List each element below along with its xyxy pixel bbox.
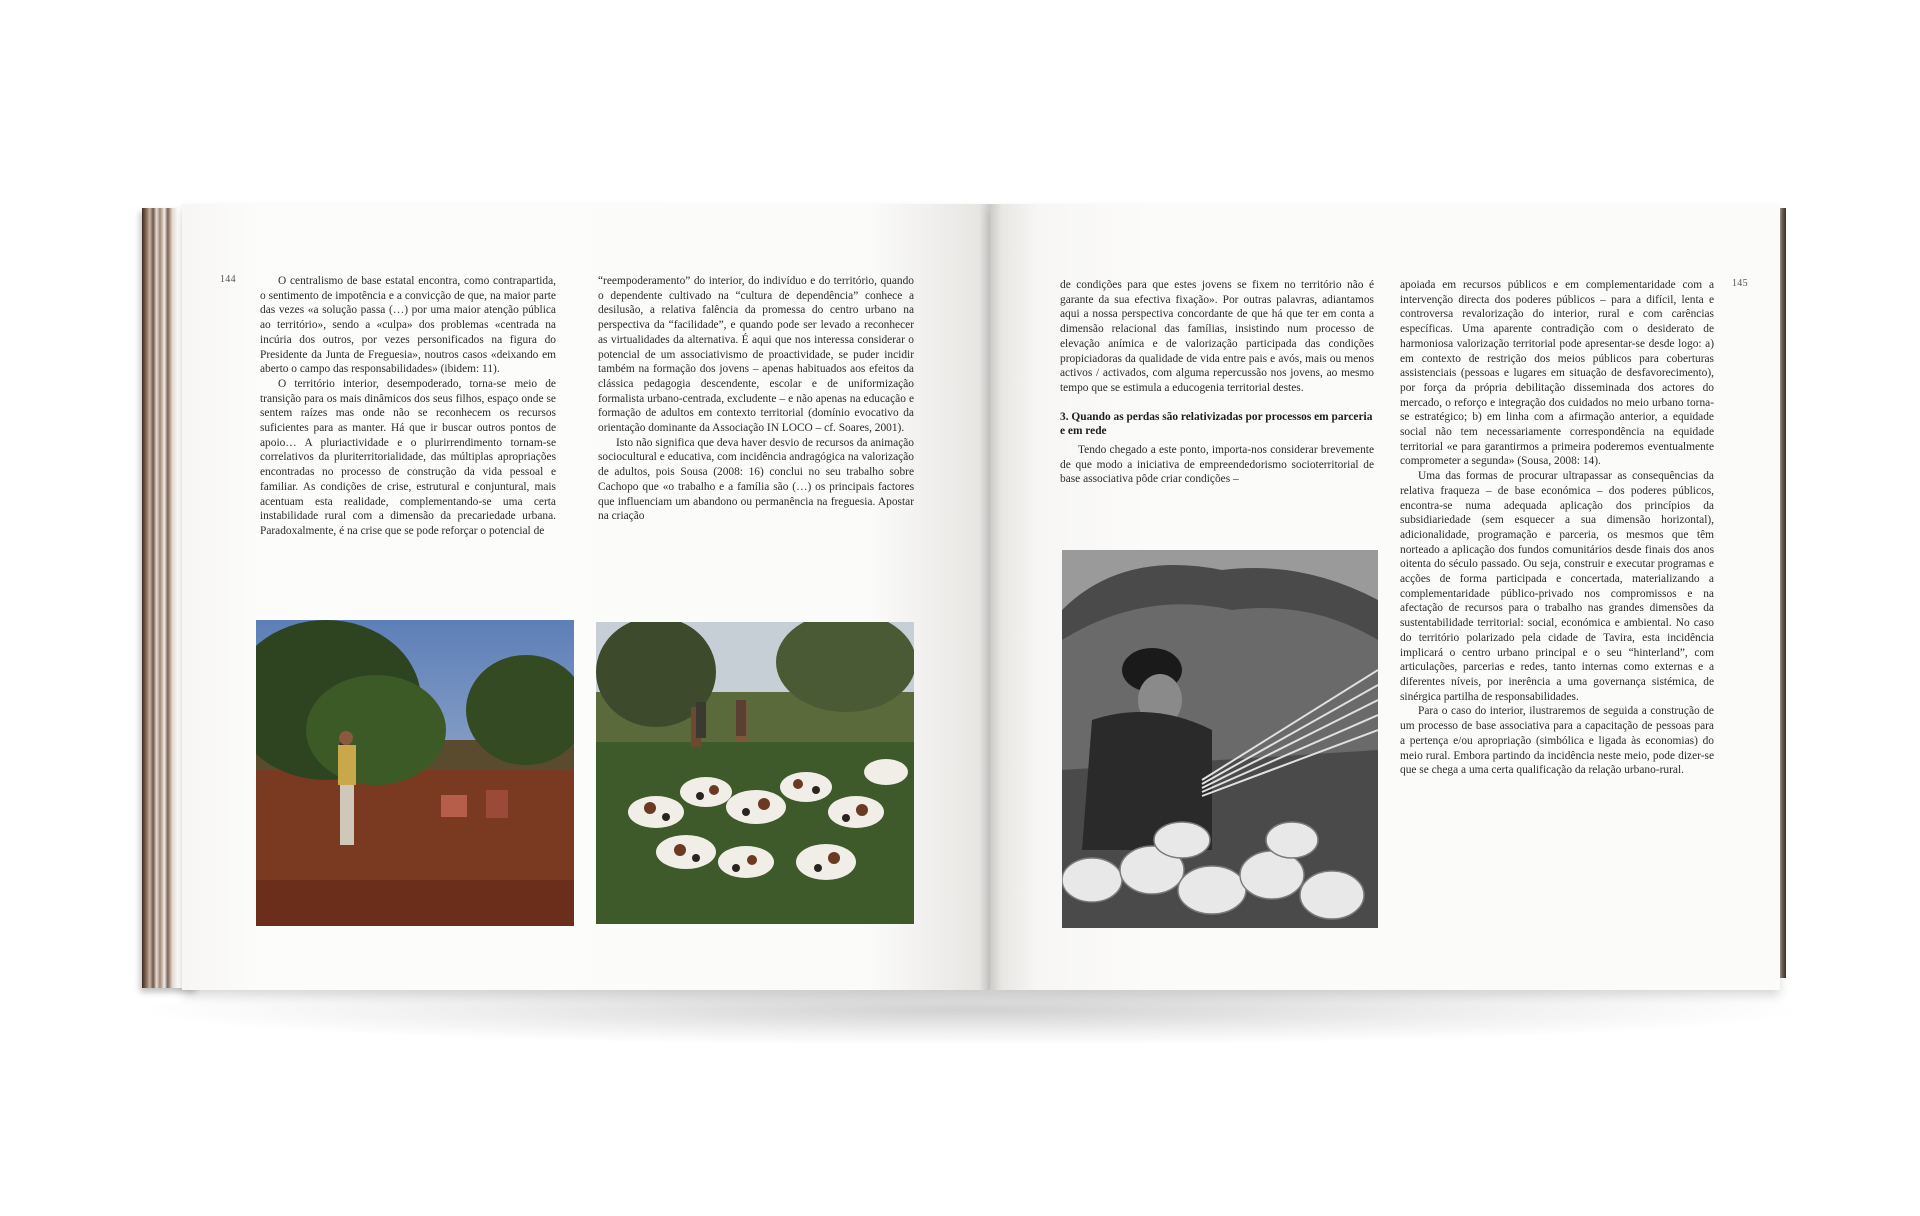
page-number-left: 144 xyxy=(220,274,236,285)
photo-goat-herd xyxy=(596,622,914,924)
left-column-1 xyxy=(260,274,556,539)
left-page xyxy=(182,204,990,990)
right-column-1 xyxy=(1060,278,1374,487)
paragraph: “reempoderamento” do interior, do indivíduo e do território, quando o dependente cultivado na “cultura de dependência” conhece a desilusão, a relativa falência da promessa do centro urbano na perspectiva da “facilidade”, e quando pode ser levado a reconhecer as virtualidades da alternativa. É aqui que nos interessa considerar o potencial de um associativismo de proactividade, se puder incidir também na formação dos jovens – apenas habituados aos efeitos da clássica pedagogia descendente, escolar e de uniformização formalista urbano-centrada, excludente – e não apenas na educação e formação de adultos em contexto territorial (domínio evocativo da orientação dominante da Associação IN LOCO – cf. Soares, 2001). xyxy=(598,275,914,435)
page-number-right: 145 xyxy=(1732,278,1748,289)
paragraph: Uma das formas de procurar ultrapassar as consequências da relativa fraqueza – de base económica – dos poderes públicos, encontra-se numa adequada aplicação dos princípios da subsidiariedade (sem esquecer a sua dimensão horizontal), adicionalidade, programação e parceria, os mesmos que têm norteado a aplicação dos fundos comunitários desde finais dos anos oitenta do século passado. Ou seja, construir e executar programas e acções de forma participada e concertada, materializando a complementaridade público-privado nos compromissos e na afectação de recursos para o trabalho nas grandes dimensões da sustentabilidade territorial: social, económica e ambiental. No caso do território polarizado pela cidade de Tavira, esta incidência implicará o centro urbano principal e o seu “hinterland”, com articulações, parcerias e redes, tanto internas como externas e a diferentes níveis, por inerência a uma governança sistémica, de sinérgica partilha de responsabilidades. xyxy=(1400,470,1714,703)
paragraph: O centralismo de base estatal encontra, como contrapartida, o sentimento de impotência e a convicção de que, na maior parte das vezes «a solução passa (…) por uma maior atenção pública ao território», sendo a «culpa» dos problemas «centrada na incúria dos outros, por vezes personificados na figura do Presidente da Junta de Freguesia», noutros casos «deixando em aberto o campo das responsabilidades» (ibidem: 11). xyxy=(260,275,556,376)
photo-orchard-workers xyxy=(256,620,574,926)
paragraph: Para o caso do interior, ilustraremos de seguida a construção de um processo de base associativa para a capacitação de pessoas para a pertença e/ou apropriação (simbólica e ligada às economias) do meio rural. Embora partindo da incidência neste meio, pode dizer-se que se chega a uma certa qualificação da relação urbano-rural. xyxy=(1400,705,1714,777)
paragraph: apoiada em recursos públicos e em complementaridade com a intervenção directa dos poderes públicos – para a difícil, lenta e controversa revalorização do interior, rural e com carências específicas. Uma aparente contradição com o desiderato de harmoniosa valorização territorial pode apresentar-se desde logo: a) em contexto de restrição dos meios públicos para coberturas assistenciais (pessoas e lugares em situação de desfavorecimento), por força da própria debilitação disseminada dos actores do mercado, o reforço e integração dos cuidados no meio urbano torna-se estratégico; b) em linha com a afirmação anterior, a equidade social não tem necessariamente correspondência na equidade territorial «e para garantirmos a primeira poderemos eventualmente comprometer a segunda» (Sousa, 2008: 14). xyxy=(1400,279,1714,468)
book-gutter xyxy=(978,204,1002,990)
paragraph: Isto não significa que deva haver desvio de recursos da animação sociocultural e educativa, com incidência andragógica na valorização de adultos, pois Sousa (2008: 16) conclui no seu trabalho sobre Cachopo que «o trabalho e a família são (…) os principais factores que influenciam um abandono ou permanência na freguesia. Apostar na criação xyxy=(598,436,914,523)
paragraph: de condições para que estes jovens se fixem no território não é garante da sua efectiva fixação». Por outras palavras, adiantamos aqui a nossa perspectiva concordante de que há que ter em conta a dimensão relacional das famílias, insistindo num processo de elevação anímica e de valorização participada das condições propiciadoras da qualidade de vida entre pais e avós, mais ou menos activos / activados, com alguma repercussão nos jovens, ao mesmo tempo que se estimula a educogenia territorial destes. xyxy=(1060,279,1374,394)
right-column-2 xyxy=(1400,278,1714,778)
paragraph: Tendo chegado a este ponto, importa-nos considerar brevemente de que modo a iniciativa de empreendedorismo socioterritorial de base associativa pôde criar condições – xyxy=(1060,444,1374,486)
left-column-2 xyxy=(598,274,914,524)
right-page xyxy=(990,204,1780,990)
paragraph: O território interior, desempoderado, torna-se meio de transição para os mais dinâmicos dos seus filhos, espaço onde se sentem raízes mas onde não se reconhecem os recursos suficientes para as manter. Há que ir buscar outros pontos de apoio… A pluriactividade e o plurirrendimento tornam-se correlativos da pluriterritorialidade, das múltiplas apropriações encontradas no processo de construção da vida pessoal e familiar. As condições de crise, estrutural e conjuntural, mais acentuam esta realidade, complementando-se uma certa instabilidade rural com a dimensão da precariedade urbana. Paradoxalmente, é na crise que se pode reforçar o potencial de xyxy=(260,377,556,537)
photo-basket-weaver xyxy=(1062,550,1378,928)
section-heading: 3. Quando as perdas são relativizadas por processos em parceria e em rede xyxy=(1060,410,1373,438)
